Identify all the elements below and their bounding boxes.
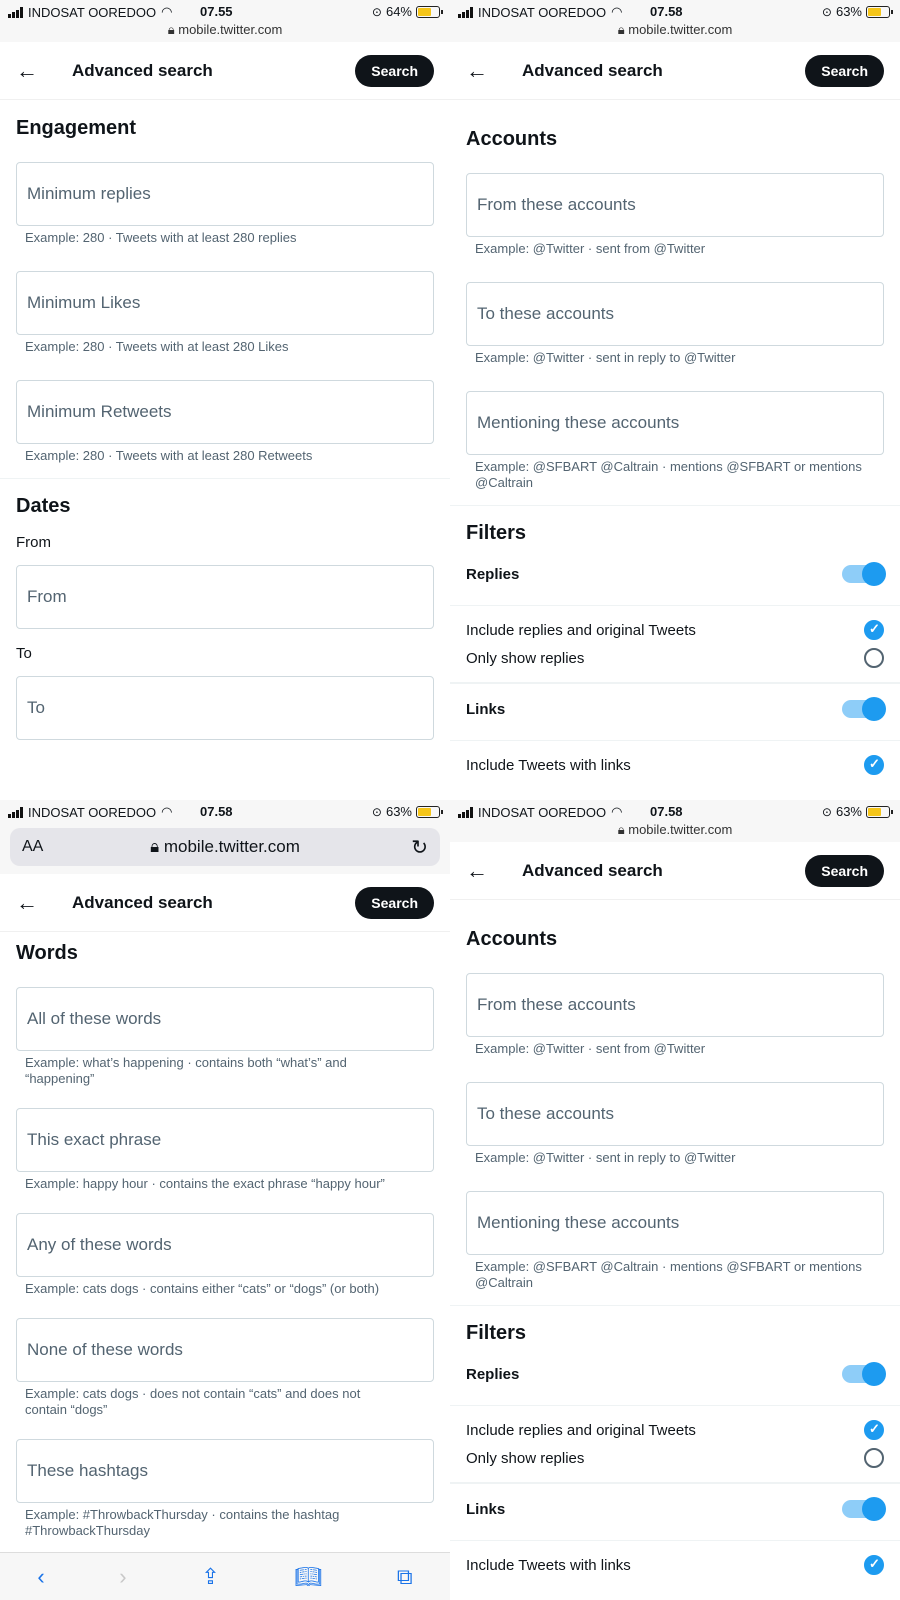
- wifi-icon: ◠: [611, 4, 623, 19]
- include-links-option[interactable]: [450, 755, 900, 775]
- include-replies-label: Include replies and original Tweets: [466, 1421, 696, 1439]
- forward-icon[interactable]: ›: [119, 1563, 127, 1589]
- only-replies-option[interactable]: [450, 1448, 900, 1468]
- replies-row: [450, 1365, 900, 1383]
- share-icon[interactable]: ⇪: [201, 1563, 220, 1589]
- rotation-lock-icon: ⊙: [371, 4, 382, 19]
- field-hint: Example: cats dogs · does not contain “cats” and does not: [25, 1386, 361, 1401]
- section-title-filters: Filters: [466, 522, 527, 544]
- clock: 07.58: [200, 804, 233, 819]
- any-words-input[interactable]: Any of these words: [16, 1213, 434, 1277]
- status-bar: [0, 0, 450, 42]
- field-hint: Example: @Twitter · sent from @Twitter: [475, 1041, 706, 1056]
- top-bar: [450, 842, 900, 900]
- back-arrow-icon[interactable]: ←: [16, 57, 38, 83]
- battery-percent: 64%: [385, 4, 412, 19]
- mentioning-accounts-input[interactable]: Mentioning these accounts: [466, 1191, 884, 1255]
- text-size-button[interactable]: AA: [22, 838, 44, 855]
- section-title-dates: Dates: [16, 495, 71, 517]
- rotation-lock-icon: ⊙: [821, 804, 832, 819]
- back-arrow-icon[interactable]: ←: [466, 57, 488, 83]
- mentioning-accounts-input[interactable]: Mentioning these accounts: [466, 391, 884, 455]
- carrier-label: INDOSAT OOREDOO: [28, 804, 157, 820]
- back-arrow-icon[interactable]: ←: [16, 889, 38, 915]
- url-bar[interactable]: [10, 837, 440, 857]
- section-title-accounts: Accounts: [466, 128, 558, 150]
- only-replies-label: Only show replies: [466, 649, 585, 667]
- carrier-label: INDOSAT OOREDOO: [28, 4, 157, 20]
- safari-address-bar: [0, 824, 450, 874]
- links-toggle[interactable]: [842, 1500, 884, 1518]
- min-replies-input[interactable]: Minimum replies: [16, 162, 434, 226]
- battery-icon: [866, 806, 890, 818]
- only-replies-option[interactable]: [450, 648, 900, 668]
- links-toggle[interactable]: [842, 700, 884, 718]
- page-title: Advanced search: [72, 60, 213, 80]
- from-label: From: [16, 534, 51, 551]
- field-hint: Example: @Twitter · sent in reply to @Twitter: [475, 1150, 736, 1165]
- url-bar[interactable]: [450, 822, 900, 838]
- none-words-input[interactable]: None of these words: [16, 1318, 434, 1382]
- url-text: mobile.twitter.com: [178, 22, 283, 37]
- lock-icon: 🔒︎: [167, 22, 175, 37]
- to-accounts-input[interactable]: To these accounts: [466, 1082, 884, 1146]
- status-bar: [450, 800, 900, 842]
- only-replies-label: Only show replies: [466, 1449, 585, 1467]
- url-bar[interactable]: [450, 22, 900, 38]
- carrier-label: INDOSAT OOREDOO: [478, 4, 607, 20]
- all-words-input[interactable]: All of these words: [16, 987, 434, 1051]
- from-accounts-input[interactable]: From these accounts: [466, 973, 884, 1037]
- field-hint: Example: cats dogs · contains either “cats” or “dogs” (or both): [25, 1281, 380, 1296]
- signal-icon: [8, 7, 23, 18]
- links-label: Links: [466, 700, 506, 718]
- battery-icon: [866, 6, 890, 18]
- page-title: Advanced search: [522, 60, 663, 80]
- exact-phrase-input[interactable]: This exact phrase: [16, 1108, 434, 1172]
- section-title-words: Words: [16, 942, 78, 964]
- status-bar: [0, 800, 450, 824]
- url-bar[interactable]: [0, 22, 450, 38]
- include-links-label: Include Tweets with links: [466, 1556, 631, 1574]
- field-hint-cont: “happening”: [25, 1071, 95, 1086]
- field-hint: Example: @Twitter · sent from @Twitter: [475, 241, 706, 256]
- links-row: [450, 700, 900, 718]
- field-hint: Example: happy hour · contains the exact phrase “happy hour”: [25, 1176, 385, 1191]
- signal-icon: [8, 807, 23, 818]
- top-bar: [0, 42, 450, 100]
- tabs-icon[interactable]: ⧉: [396, 1563, 413, 1589]
- battery-percent: 63%: [385, 804, 412, 819]
- links-label: Links: [466, 1500, 506, 1518]
- include-replies-option[interactable]: [450, 620, 900, 640]
- search-button[interactable]: Search: [355, 55, 434, 87]
- status-bar: [450, 0, 900, 42]
- only-replies-radio[interactable]: [864, 1448, 884, 1468]
- replies-label: Replies: [466, 1365, 520, 1383]
- include-replies-radio[interactable]: [864, 1420, 884, 1440]
- url-text: mobile.twitter.com: [628, 22, 733, 37]
- field-hint: Example: 280 · Tweets with at least 280 replies: [25, 230, 297, 245]
- bookmarks-icon[interactable]: 📖︎: [294, 1563, 323, 1589]
- search-button[interactable]: Search: [805, 55, 884, 87]
- field-hint: Example: 280 · Tweets with at least 280 Likes: [25, 339, 289, 354]
- panel-accounts-filters: [450, 0, 900, 800]
- clock: 07.55: [200, 4, 233, 19]
- hashtags-input[interactable]: These hashtags: [16, 1439, 434, 1503]
- safari-toolbar: [0, 1552, 450, 1600]
- battery-icon: [416, 806, 440, 818]
- to-date-input[interactable]: To: [16, 676, 434, 740]
- replies-toggle[interactable]: [842, 565, 884, 583]
- links-row: [450, 1500, 900, 1518]
- search-button[interactable]: Search: [355, 887, 434, 919]
- lock-icon: 🔒︎: [617, 22, 625, 37]
- rotation-lock-icon: ⊙: [371, 804, 382, 819]
- field-hint-cont: @Caltrain: [475, 475, 533, 490]
- min-retweets-input[interactable]: Minimum Retweets: [16, 380, 434, 444]
- panel-accounts-filters-2: [450, 800, 900, 1600]
- panel-words: [0, 800, 450, 1600]
- url-field[interactable]: [10, 828, 440, 866]
- back-arrow-icon[interactable]: ←: [466, 857, 488, 883]
- field-hint-cont: #ThrowbackThursday: [25, 1523, 150, 1538]
- section-title-engagement: Engagement: [16, 117, 137, 139]
- signal-icon: [458, 7, 473, 18]
- from-date-input[interactable]: From: [16, 565, 434, 629]
- wifi-icon: ◠: [161, 804, 173, 819]
- clock: 07.58: [650, 804, 683, 819]
- field-hint: Example: #ThrowbackThursday · contains the hashtag: [25, 1507, 340, 1522]
- clock: 07.58: [650, 4, 683, 19]
- replies-toggle[interactable]: [842, 1365, 884, 1383]
- page-title: Advanced search: [522, 860, 663, 880]
- to-accounts-input[interactable]: To these accounts: [466, 282, 884, 346]
- url-text: mobile.twitter.com: [163, 837, 300, 856]
- include-links-radio[interactable]: [864, 755, 884, 775]
- field-hint: Example: 280 · Tweets with at least 280 Retweets: [25, 448, 313, 463]
- url-text: mobile.twitter.com: [628, 822, 733, 837]
- field-hint: Example: what’s happening · contains both “what’s” and: [25, 1055, 347, 1070]
- include-replies-option[interactable]: [450, 1420, 900, 1440]
- section-title-filters: Filters: [466, 1322, 527, 1344]
- include-replies-radio[interactable]: [864, 620, 884, 640]
- replies-label: Replies: [466, 565, 520, 583]
- panel-engagement-dates: [0, 0, 450, 800]
- field-hint-cont: contain “dogs”: [25, 1402, 108, 1417]
- battery-percent: 63%: [835, 4, 862, 19]
- signal-icon: [458, 807, 473, 818]
- back-icon[interactable]: ‹: [37, 1563, 45, 1589]
- battery-icon: [416, 6, 440, 18]
- include-links-option[interactable]: [450, 1555, 900, 1575]
- rotation-lock-icon: ⊙: [821, 4, 832, 19]
- field-hint: Example: @Twitter · sent in reply to @Twitter: [475, 350, 736, 365]
- wifi-icon: ◠: [611, 804, 623, 819]
- only-replies-radio[interactable]: [864, 648, 884, 668]
- from-accounts-input[interactable]: From these accounts: [466, 173, 884, 237]
- search-button[interactable]: Search: [805, 855, 884, 887]
- reload-icon[interactable]: ↻: [411, 836, 428, 859]
- field-hint: Example: @SFBART @Caltrain · mentions @SFBART or mentions: [475, 459, 862, 474]
- top-bar: [450, 42, 900, 100]
- top-bar: [0, 874, 450, 932]
- to-label: To: [16, 645, 32, 662]
- include-links-label: Include Tweets with links: [466, 756, 631, 774]
- field-hint: Example: @SFBART @Caltrain · mentions @SFBART or mentions: [475, 1259, 862, 1274]
- battery-percent: 63%: [835, 804, 862, 819]
- section-title-accounts: Accounts: [466, 928, 558, 950]
- lock-icon: 🔒︎: [150, 837, 160, 856]
- page-title: Advanced search: [72, 892, 213, 912]
- wifi-icon: ◠: [161, 4, 173, 19]
- include-links-radio[interactable]: [864, 1555, 884, 1575]
- min-likes-input[interactable]: Minimum Likes: [16, 271, 434, 335]
- include-replies-label: Include replies and original Tweets: [466, 621, 696, 639]
- lock-icon: 🔒︎: [617, 822, 625, 837]
- field-hint-cont: @Caltrain: [475, 1275, 533, 1290]
- carrier-label: INDOSAT OOREDOO: [478, 804, 607, 820]
- replies-row: [450, 565, 900, 583]
